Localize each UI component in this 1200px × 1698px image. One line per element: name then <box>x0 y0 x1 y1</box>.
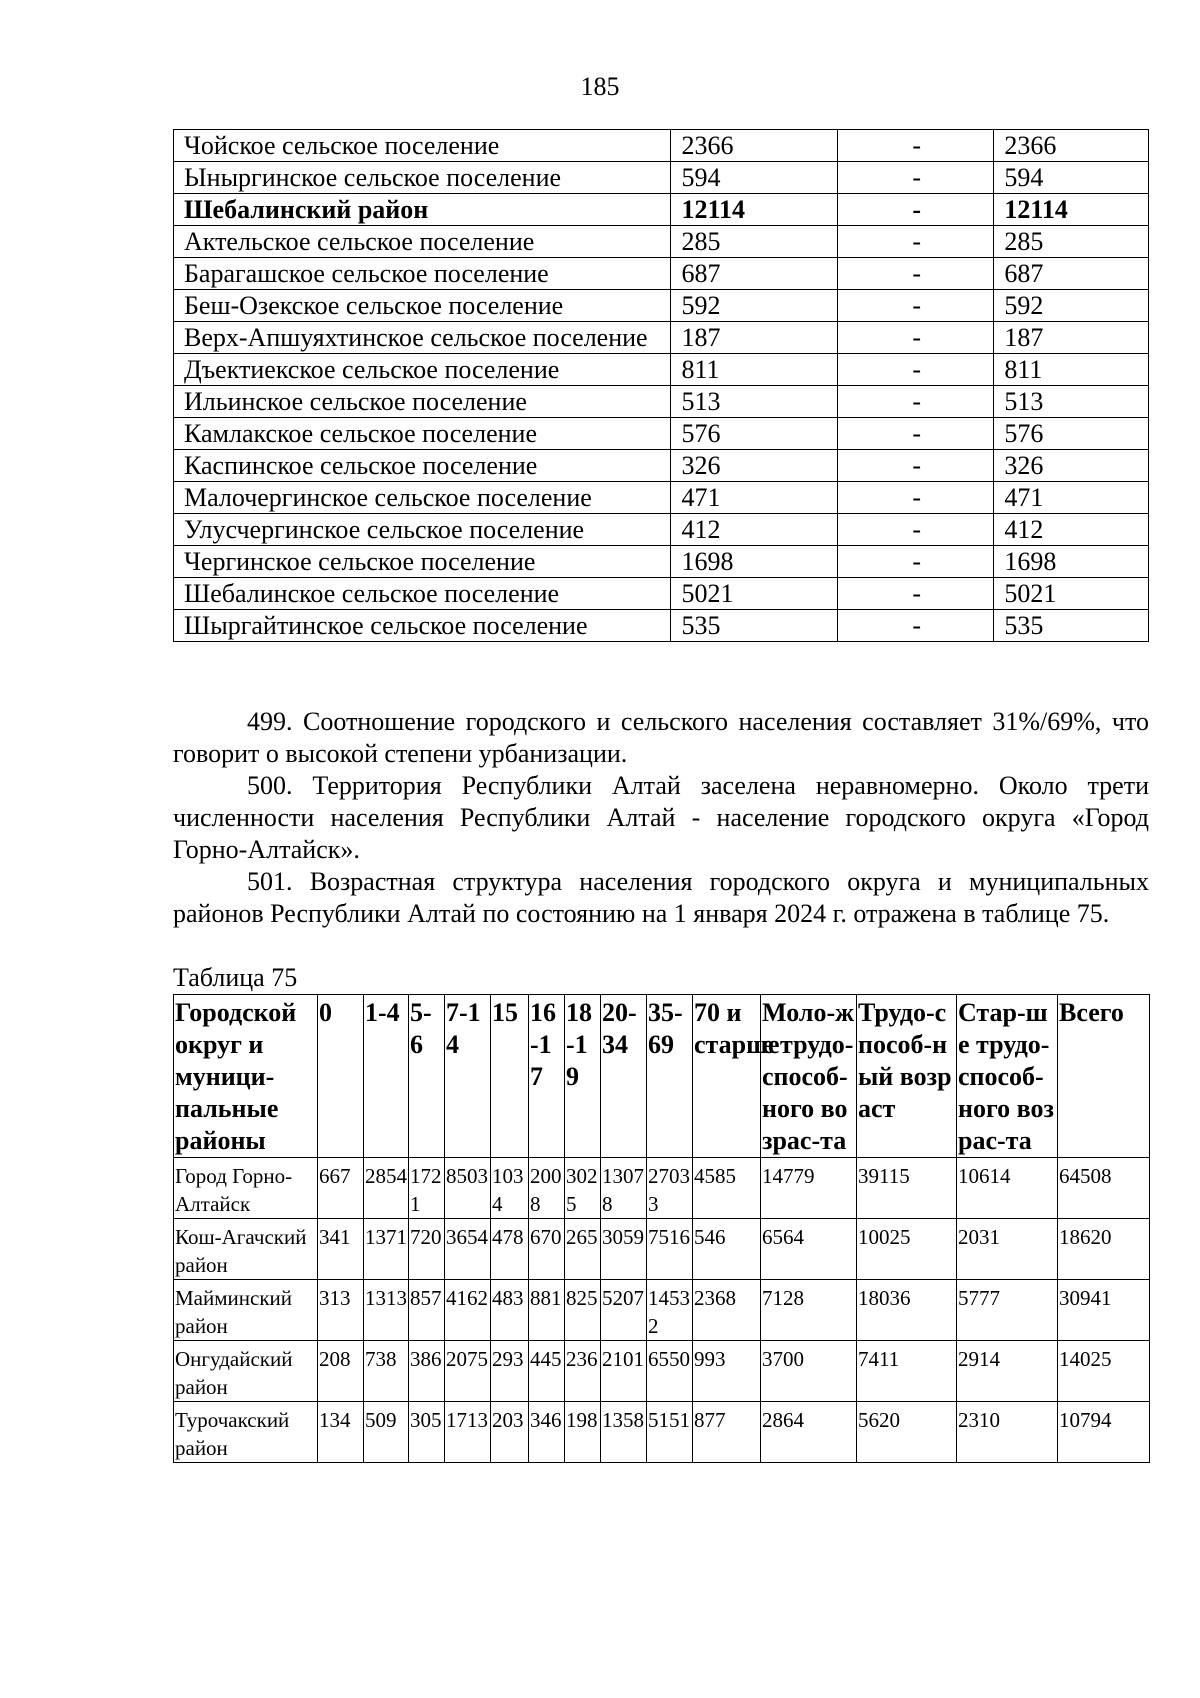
column-header: Моло-же трудо-способ-ного возрас-та <box>761 995 857 1158</box>
table-row <box>174 290 1149 322</box>
table-cell: 483 <box>491 1280 529 1341</box>
table-cell: 2310 <box>957 1402 1058 1463</box>
settlement-name: Шыргайтинское сельское поселение <box>174 610 671 642</box>
table-cell: 445 <box>529 1341 565 1402</box>
table-cell: 14532 <box>647 1280 693 1341</box>
table-cell: 7128 <box>761 1280 857 1341</box>
column-header: 16-17 <box>529 995 565 1158</box>
table-cell: 203 <box>491 1402 529 1463</box>
settlement-name: Беш-Озекское сельское поселение <box>174 290 671 322</box>
table-cell: 2914 <box>957 1341 1058 1402</box>
value-total: 687 <box>671 258 838 290</box>
value-dash: - <box>838 290 994 322</box>
value-rural: 576 <box>994 418 1149 450</box>
value-dash: - <box>838 546 994 578</box>
settlement-name: Ильинское сельское поселение <box>174 386 671 418</box>
column-header: 7-14 <box>445 995 491 1158</box>
value-total: 187 <box>671 322 838 354</box>
table-row <box>174 226 1149 258</box>
table-row <box>174 386 1149 418</box>
settlement-name: Камлакское сельское поселение <box>174 418 671 450</box>
value-rural: 326 <box>994 450 1149 482</box>
table-cell: 738 <box>364 1341 409 1402</box>
value-total: 594 <box>671 162 838 194</box>
district-name: Турочакский район <box>174 1402 318 1463</box>
table-row <box>174 354 1149 386</box>
value-total: 5021 <box>671 578 838 610</box>
table-cell: 7411 <box>857 1341 957 1402</box>
column-header: 20-34 <box>601 995 647 1158</box>
column-header: 1-4 <box>364 995 409 1158</box>
table-row <box>174 130 1149 162</box>
column-header: Стар-ше трудо-способ-ного возрас-та <box>957 995 1058 1158</box>
value-total: 513 <box>671 386 838 418</box>
settlements-population-table <box>173 129 1149 642</box>
value-dash: - <box>838 130 994 162</box>
district-name: Онгудайский район <box>174 1341 318 1402</box>
table-row <box>174 418 1149 450</box>
table-cell: 346 <box>529 1402 565 1463</box>
table-cell: 10794 <box>1058 1402 1150 1463</box>
value-rural: 285 <box>994 226 1149 258</box>
table-cell: 8503 <box>445 1158 491 1219</box>
value-dash: - <box>838 514 994 546</box>
table-row <box>174 1280 1150 1341</box>
table-cell: 5777 <box>957 1280 1058 1341</box>
table-cell: 667 <box>318 1158 364 1219</box>
column-header: 18-19 <box>565 995 601 1158</box>
table-cell: 1721 <box>409 1158 445 1219</box>
value-dash: - <box>838 482 994 514</box>
table-cell: 720 <box>409 1219 445 1280</box>
table-row <box>174 578 1149 610</box>
table-cell: 14025 <box>1058 1341 1150 1402</box>
table-cell: 27033 <box>647 1158 693 1219</box>
table-cell: 313 <box>318 1280 364 1341</box>
paragraph-499: 499. Соотношение городского и сельского населения составляет 31%/69%, что говорит о высокой степени урбанизации. <box>173 707 1149 768</box>
column-header: 5-6 <box>409 995 445 1158</box>
table-cell: 30941 <box>1058 1280 1150 1341</box>
table-cell: 1713 <box>445 1402 491 1463</box>
value-rural: 513 <box>994 386 1149 418</box>
table-row <box>174 162 1149 194</box>
district-name: Город Горно-Алтайск <box>174 1158 318 1219</box>
value-rural: 2366 <box>994 130 1149 162</box>
table-row <box>174 610 1149 642</box>
table-cell: 10614 <box>957 1158 1058 1219</box>
column-header: 70 и старше <box>693 995 761 1158</box>
value-rural: 535 <box>994 610 1149 642</box>
table-cell: 2075 <box>445 1341 491 1402</box>
table-row <box>174 546 1149 578</box>
table-75-caption: Таблица 75 <box>173 963 298 992</box>
table-cell: 18036 <box>857 1280 957 1341</box>
value-dash: - <box>838 418 994 450</box>
column-header: Всего <box>1058 995 1150 1158</box>
table-cell: 3059 <box>601 1219 647 1280</box>
table-cell: 4162 <box>445 1280 491 1341</box>
table-cell: 2864 <box>761 1402 857 1463</box>
value-total: 412 <box>671 514 838 546</box>
settlement-name: Верх-Апшуяхтинское сельское поселение <box>174 322 671 354</box>
paragraph-500: 500. Территория Республики Алтай заселена неравномерно. Около трети численности населения Республики Алтай - население городского округа «Город Горно-Алтайск». <box>173 771 1149 864</box>
value-total: 471 <box>671 482 838 514</box>
settlement-name: Каспинское сельское поселение <box>174 450 671 482</box>
value-rural: 592 <box>994 290 1149 322</box>
table-row <box>174 514 1149 546</box>
district-name: Майминский район <box>174 1280 318 1341</box>
settlement-name: Дъектиекское сельское поселение <box>174 354 671 386</box>
table-cell: 293 <box>491 1341 529 1402</box>
table-row <box>174 1402 1150 1463</box>
settlement-name: Актельское сельское поселение <box>174 226 671 258</box>
table-cell: 2368 <box>693 1280 761 1341</box>
table-cell: 2854 <box>364 1158 409 1219</box>
table-cell: 881 <box>529 1280 565 1341</box>
settlement-name: Улусчергинское сельское поселение <box>174 514 671 546</box>
table-cell: 14779 <box>761 1158 857 1219</box>
table-cell: 478 <box>491 1219 529 1280</box>
table-cell: 265 <box>565 1219 601 1280</box>
value-dash: - <box>838 610 994 642</box>
table-row <box>174 1341 1150 1402</box>
column-header: 0 <box>318 995 364 1158</box>
table-cell: 341 <box>318 1219 364 1280</box>
table-cell: 18620 <box>1058 1219 1150 1280</box>
table-cell: 13078 <box>601 1158 647 1219</box>
value-dash: - <box>838 354 994 386</box>
value-dash: - <box>838 194 994 226</box>
value-rural: 1698 <box>994 546 1149 578</box>
settlement-name: Малочергинское сельское поселение <box>174 482 671 514</box>
table-row <box>174 258 1149 290</box>
table-row <box>174 482 1149 514</box>
table-cell: 6550 <box>647 1341 693 1402</box>
value-dash: - <box>838 386 994 418</box>
table-row <box>174 322 1149 354</box>
value-rural: 412 <box>994 514 1149 546</box>
settlement-name: Шебалинский район <box>174 194 671 226</box>
value-total: 326 <box>671 450 838 482</box>
value-dash: - <box>838 322 994 354</box>
table-cell: 3025 <box>565 1158 601 1219</box>
table-cell: 1034 <box>491 1158 529 1219</box>
table-cell: 386 <box>409 1341 445 1402</box>
column-header: 35-69 <box>647 995 693 1158</box>
table-cell: 877 <box>693 1402 761 1463</box>
table-cell: 670 <box>529 1219 565 1280</box>
settlement-name: Шебалинское сельское поселение <box>174 578 671 610</box>
table-cell: 546 <box>693 1219 761 1280</box>
table-row <box>174 450 1149 482</box>
table-75-header-row <box>174 995 1150 1158</box>
table-cell: 10025 <box>857 1219 957 1280</box>
settlement-name: Чергинское сельское поселение <box>174 546 671 578</box>
table-cell: 857 <box>409 1280 445 1341</box>
value-dash: - <box>838 450 994 482</box>
column-header: Трудо-способ-ный возраст <box>857 995 957 1158</box>
page-number: 185 <box>580 72 620 101</box>
paragraph-501: 501. Возрастная структура населения городского округа и муниципальных районов Республики Алтай по состоянию на 1 января 2024 г. отражена в таблице 75. <box>173 867 1149 928</box>
table-cell: 1358 <box>601 1402 647 1463</box>
value-total: 592 <box>671 290 838 322</box>
table-cell: 4585 <box>693 1158 761 1219</box>
value-total: 811 <box>671 354 838 386</box>
table-cell: 2101 <box>601 1341 647 1402</box>
table-row <box>174 1219 1150 1280</box>
table-cell: 825 <box>565 1280 601 1341</box>
table-cell: 1313 <box>364 1280 409 1341</box>
column-header: Городской округ и муници-пальные районы <box>174 995 318 1158</box>
value-rural: 12114 <box>994 194 1149 226</box>
table-cell: 5620 <box>857 1402 957 1463</box>
table-cell: 6564 <box>761 1219 857 1280</box>
table-cell: 236 <box>565 1341 601 1402</box>
value-rural: 471 <box>994 482 1149 514</box>
district-name: Кош-Агачский район <box>174 1219 318 1280</box>
table-cell: 7516 <box>647 1219 693 1280</box>
settlement-name: Ыныргинское сельское поселение <box>174 162 671 194</box>
value-rural: 5021 <box>994 578 1149 610</box>
table-cell: 305 <box>409 1402 445 1463</box>
column-header: 15 <box>491 995 529 1158</box>
value-total: 285 <box>671 226 838 258</box>
value-total: 2366 <box>671 130 838 162</box>
table-cell: 208 <box>318 1341 364 1402</box>
table-cell: 3654 <box>445 1219 491 1280</box>
value-rural: 811 <box>994 354 1149 386</box>
table-row <box>174 194 1149 226</box>
age-structure-table <box>173 994 1150 1463</box>
settlement-name: Барагашское сельское поселение <box>174 258 671 290</box>
table-row <box>174 1158 1150 1219</box>
value-total: 12114 <box>671 194 838 226</box>
table-cell: 198 <box>565 1402 601 1463</box>
table-cell: 2008 <box>529 1158 565 1219</box>
table-cell: 3700 <box>761 1341 857 1402</box>
table-cell: 509 <box>364 1402 409 1463</box>
table-cell: 1371 <box>364 1219 409 1280</box>
value-dash: - <box>838 578 994 610</box>
value-rural: 687 <box>994 258 1149 290</box>
table-cell: 2031 <box>957 1219 1058 1280</box>
value-dash: - <box>838 162 994 194</box>
value-total: 576 <box>671 418 838 450</box>
value-total: 535 <box>671 610 838 642</box>
table-cell: 64508 <box>1058 1158 1150 1219</box>
table-cell: 39115 <box>857 1158 957 1219</box>
table-cell: 5207 <box>601 1280 647 1341</box>
value-rural: 187 <box>994 322 1149 354</box>
table-cell: 5151 <box>647 1402 693 1463</box>
table-cell: 993 <box>693 1341 761 1402</box>
value-dash: - <box>838 258 994 290</box>
value-dash: - <box>838 226 994 258</box>
settlement-name: Чойское сельское поселение <box>174 130 671 162</box>
value-rural: 594 <box>994 162 1149 194</box>
value-total: 1698 <box>671 546 838 578</box>
table-cell: 134 <box>318 1402 364 1463</box>
